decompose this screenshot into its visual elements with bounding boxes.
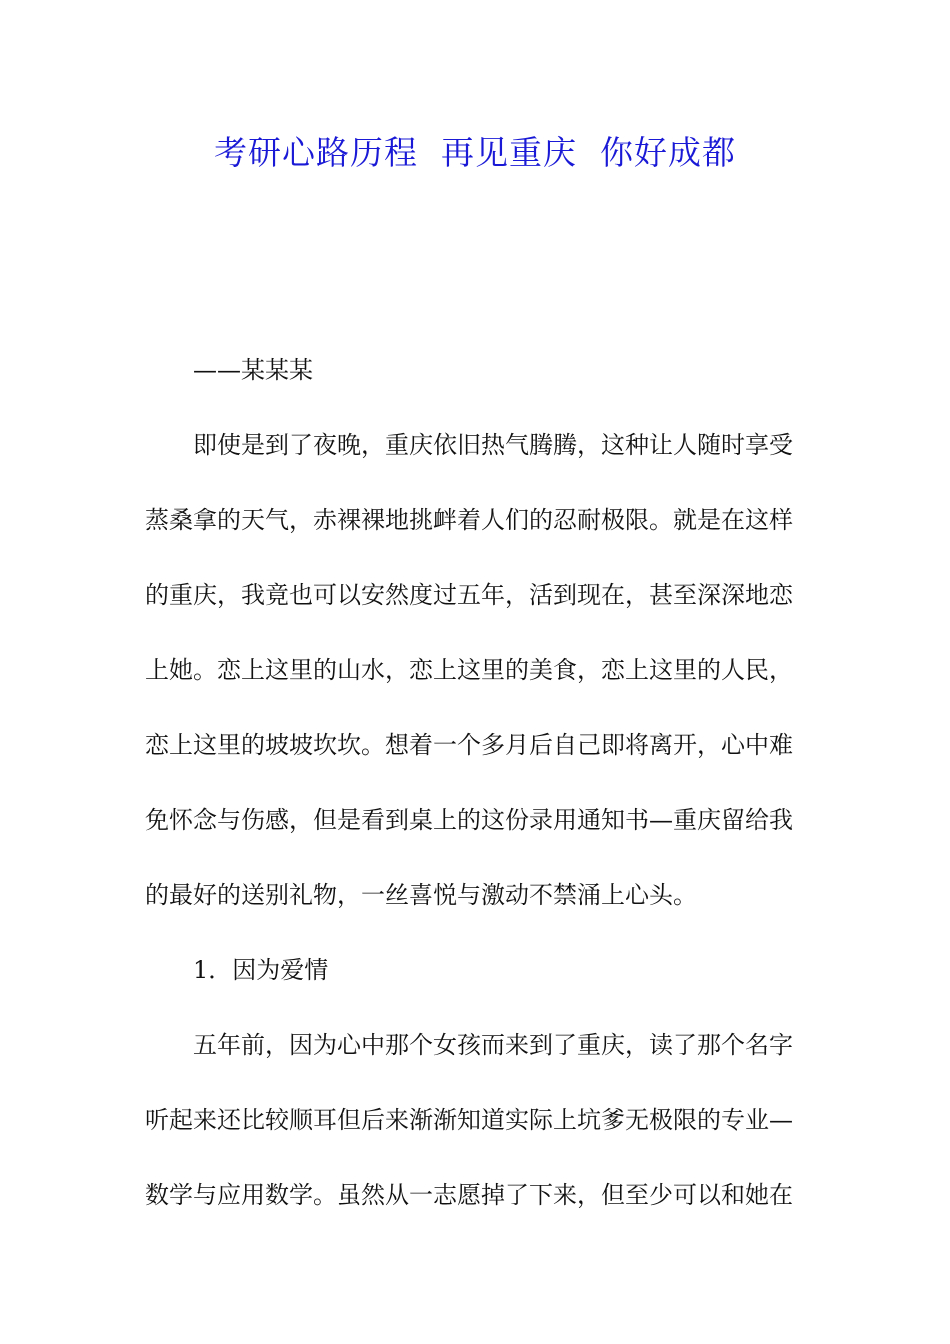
section-1-heading: 1．因为爱情 — [193, 956, 329, 984]
paragraph-2-line-2: 听起来还比较顺耳但后来渐渐知道实际上坑爹无极限的专业— — [145, 1106, 793, 1134]
author-line: ——某某某 — [193, 356, 313, 384]
paragraph-2-line-3: 数学与应用数学。虽然从一志愿掉了下来，但至少可以和她在 — [145, 1181, 793, 1209]
document-body — [145, 333, 807, 1233]
paragraph-1-line-6: 免怀念与伤感，但是看到桌上的这份录用通知书—重庆留给我 — [145, 806, 793, 834]
paragraph-1-line-7: 的最好的送别礼物，一丝喜悦与激动不禁涌上心头。 — [145, 881, 697, 909]
paragraph-1-line-2: 蒸桑拿的天气，赤裸裸地挑衅着人们的忍耐极限。就是在这样 — [145, 506, 793, 534]
paragraph-1-line-4: 上她。恋上这里的山水，恋上这里的美食，恋上这里的人民， — [145, 656, 793, 684]
document-title: 考研心路历程 再见重庆 你好成都 — [214, 133, 736, 172]
paragraph-2-line-1: 五年前，因为心中那个女孩而来到了重庆，读了那个名字 — [193, 1031, 793, 1059]
paragraph-1-line-5: 恋上这里的坡坡坎坎。想着一个多月后自己即将离开，心中难 — [145, 731, 793, 759]
paragraph-1-line-1: 即使是到了夜晚，重庆依旧热气腾腾，这种让人随时享受 — [193, 431, 793, 459]
paragraph-1-line-3: 的重庆，我竟也可以安然度过五年，活到现在，甚至深深地恋 — [145, 581, 793, 609]
